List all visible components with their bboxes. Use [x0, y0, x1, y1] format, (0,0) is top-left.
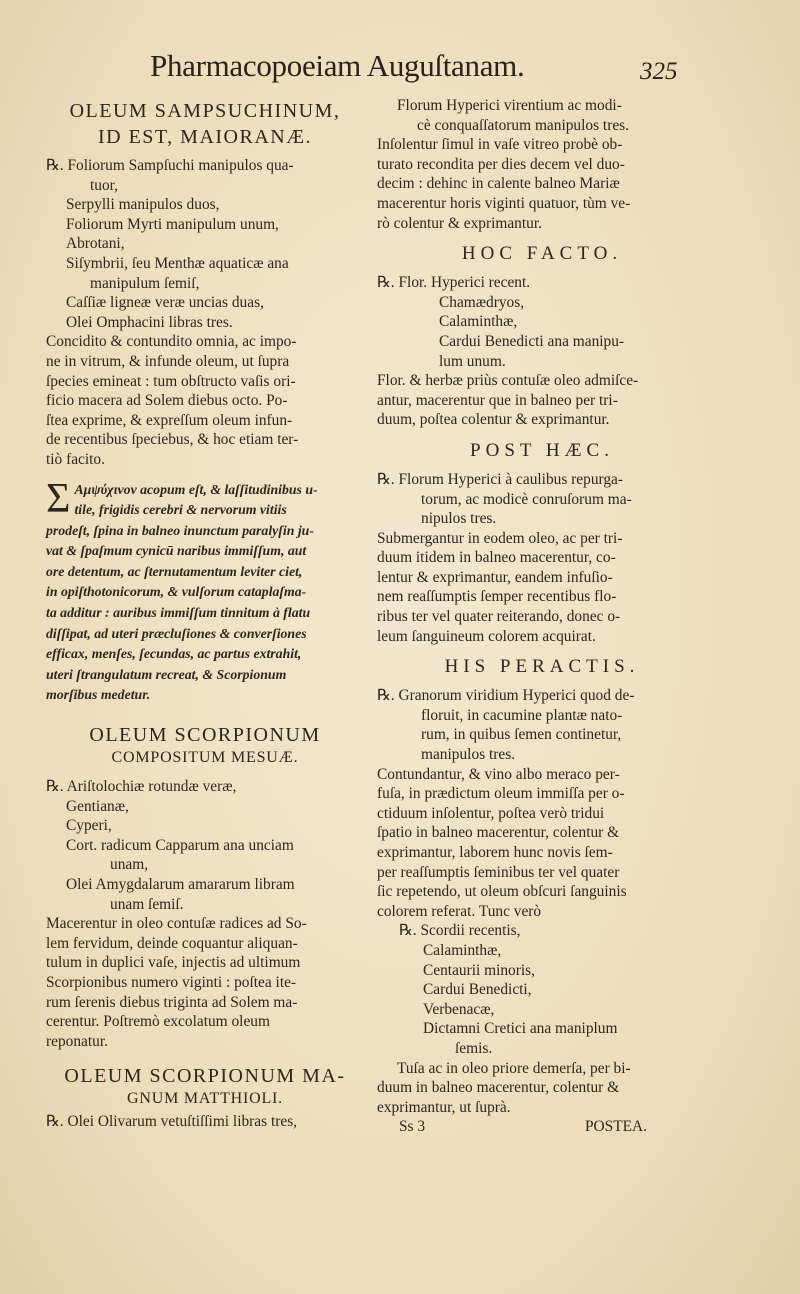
text-line: exprimantur, laborem hunc novis ſem- — [377, 844, 613, 861]
section-title: OLEUM SCORPIONUM — [89, 724, 321, 747]
text-line: Inſolentur ſimul in vaſe vitreo probè ob- — [377, 136, 623, 154]
text-line: per reaſſumptis ſeminibus ter vel quater — [377, 863, 620, 881]
recipe-line: Foliorum Myrti manipulum unum, — [66, 215, 279, 233]
right-column — [377, 96, 707, 1137]
recipe-line: tuor, — [90, 176, 119, 194]
text-line: Scorpionibus numero viginti : poſtea ite- — [46, 973, 297, 991]
recipe-line: Centaurii minoris, — [423, 961, 535, 979]
text-line: ctiduum inſolentur, poſtea verò tridui — [377, 804, 605, 822]
recipe-line: ℞. Olei Olivarum vetuſtiſſimi libras tres, — [46, 1113, 298, 1131]
note-line: tile, frigidis cerebri & nervorum vitiis — [74, 502, 287, 518]
text-line: Concidito & contundito omnia, ac impo- — [46, 333, 297, 351]
text-line: duum in balneo macerentur, colentur & — [377, 1079, 620, 1097]
recipe-line: ℞. Granorum viridium Hyperici quod de- — [377, 687, 635, 705]
note-line: diſſipat, ad uteri præcluſiones & converſiones — [46, 625, 307, 641]
recipe-block — [377, 470, 707, 529]
text-line: Florum Hyperici virentium ac modi- — [397, 97, 622, 114]
recipe-line: Cardui Benedicti, — [423, 981, 532, 999]
recipe-line: Cardui Benedicti ana manipu- — [439, 332, 625, 350]
recipe-line: manipulum ſemiſ, — [90, 274, 200, 292]
text-line: ſpatio in balneo macerentur, colentur & — [377, 824, 620, 842]
section-heading: POST HÆC. — [470, 439, 614, 461]
recipe-line: ℞. Ariſtolochiæ rotundæ veræ, — [46, 778, 237, 796]
text-line: macerentur horis viginti quatuor, tùm ve- — [377, 194, 631, 212]
section-subtitle: COMPOSITUM MESUÆ. — [111, 749, 299, 767]
note-line: Αμψύχινον acopum eſt, & laſſitudinibus u- — [74, 481, 318, 497]
text-line: Tuſa ac in oleo priore demerſa, per bi- — [397, 1059, 631, 1077]
recipe-line: ℞. Scordii recentis, — [399, 922, 521, 940]
text-line: ficio macera ad Solem diebus octo. Po- — [46, 392, 288, 410]
recipe-line: Cyperi, — [66, 817, 112, 835]
left-column — [46, 96, 364, 1132]
page-footer — [377, 1117, 707, 1137]
recipe-block — [46, 777, 364, 914]
note-line: morſibus medetur. — [46, 687, 151, 703]
section-subtitle: GNUM MATTHIOLI. — [127, 1090, 283, 1108]
recipe-block — [377, 921, 707, 1058]
recipe-line: Gentianæ, — [66, 797, 129, 815]
recipe-line: ſemis. — [455, 1039, 493, 1057]
section-subtitle: ID EST, MAIORANÆ. — [97, 126, 312, 148]
note-line: in opiſthotonicorum, & vulſorum cataplaſma- — [46, 584, 307, 600]
signature-mark: Ss 3 — [399, 1118, 426, 1136]
recipe-line: Olei Amygdalarum amararum libram — [66, 876, 295, 893]
text-line: Submergantur in eodem oleo, ac per tri- — [377, 529, 623, 547]
text-line: fuſa, in prædictum oleum immiſſa per o- — [377, 785, 625, 803]
running-head: Pharmacopoeiam Auguſtanam. — [150, 48, 525, 83]
text-line: lentur & exprimantur, eandem infuſio- — [377, 568, 613, 586]
instruction-paragraph — [46, 332, 364, 469]
text-line: duum, poſtea colentur & exprimantur. — [377, 411, 610, 429]
text-line: ſpecies emineat : tum obſtructo vaſis ori- — [46, 372, 296, 390]
text-line: ne in vitrum, & infunde oleum, ut ſupra — [46, 352, 290, 370]
recipe-line: Siſymbrii, ſeu Menthæ aquaticæ ana — [66, 254, 289, 272]
instruction-paragraph — [377, 96, 707, 233]
text-line: Contundantur, & vino albo meraco per- — [377, 765, 620, 783]
note-line: ta additur : auribus immiſſum tinnitum à flatu — [46, 605, 311, 621]
text-line: ſtea exprime, & expreſſum oleum infun- — [46, 411, 293, 429]
text-line: rò colentur & exprimantur. — [377, 214, 542, 232]
note-line: prodeſt, ſpina in balneo inunctum paralyſin ju- — [46, 522, 314, 538]
recipe-line: Abrotani, — [66, 235, 125, 253]
recipe-line: floruit, in cacumine plantæ nato- — [421, 706, 623, 724]
recipe-line: manipulos tres. — [421, 746, 516, 764]
recipe-line: Cort. radicum Capparum ana unciam — [66, 836, 294, 854]
recipe-line: ℞. Foliorum Sampſuchi manipulos qua- — [46, 157, 294, 174]
text-line: lem fervidum, deinde coquantur aliquan- — [46, 934, 298, 952]
note-line: ore detentum, ac ſternutamentum leviter ciet, — [46, 563, 303, 579]
recipe-line: unam, — [110, 856, 149, 874]
text-line: leum ſanguineum colorem acquirat. — [377, 627, 596, 645]
recipe-line: lum unum. — [439, 352, 506, 370]
text-line: antur, macerentur que in balneo per tri- — [377, 391, 618, 409]
recipe-block — [46, 156, 364, 332]
text-line: Flor. & herbæ priùs contuſæ oleo admiſce- — [377, 372, 639, 390]
recipe-line: ℞. Flor. Hyperici recent. — [377, 274, 531, 292]
text-line: tulum in duplici vaſe, injectis ad ultimum — [46, 954, 301, 972]
text-line: ribus ter vel quater reiterando, donec o- — [377, 608, 621, 626]
recipe-line: Caſſiæ ligneæ veræ uncias duas, — [66, 294, 264, 312]
text-line: colorem referat. Tunc verò — [377, 902, 542, 920]
sigma-initial: Σ — [46, 475, 71, 522]
text-line: Macerentur in oleo contuſæ radices ad So- — [46, 915, 307, 933]
instruction-paragraph — [377, 1059, 707, 1118]
text-line: cerentur. Poſtremò excolatum oleum — [46, 1013, 270, 1031]
note-line: efficax, menſes, ſecundas, ac partus extrahit, — [46, 646, 302, 662]
recipe-line: Chamædryos, — [439, 293, 525, 311]
recipe-line: torum, ac modicè conruſorum ma- — [421, 490, 632, 508]
recipe-line: rum, in quibus ſemen continetur, — [421, 726, 622, 744]
recipe-block — [377, 686, 707, 764]
recipe-line: Calaminthæ, — [423, 941, 502, 959]
section-heading: HOC FACTO. — [461, 243, 623, 265]
text-line: tiò facito. — [46, 450, 105, 468]
instruction-paragraph — [377, 765, 707, 922]
recipe-line: Serpylli manipulos duos, — [66, 196, 220, 214]
instruction-paragraph — [46, 914, 364, 1051]
section-heading: HIS PERACTIS. — [444, 656, 640, 678]
section-title: OLEUM SCORPIONUM MA- — [64, 1065, 346, 1088]
text-line: turato recondita per dies decem vel duo- — [377, 155, 625, 173]
catchword: POSTEA. — [585, 1118, 647, 1136]
italic-note — [46, 475, 364, 707]
recipe-line: ℞. Florum Hyperici à caulibus repurga- — [377, 470, 624, 488]
recipe-line: nipulos tres. — [421, 510, 497, 528]
text-line: de recentibus ſpeciebus, & hoc etiam ter- — [46, 431, 299, 449]
text-line: cè conquaſſatorum manipulos tres. — [417, 116, 629, 134]
recipe-line: Calaminthæ, — [439, 313, 518, 331]
text-line: nem reaſſumptis ſemper recentibus flo- — [377, 588, 617, 606]
note-line: vat & ſpaſmum cynicū naribus immiſſum, aut — [46, 543, 307, 559]
section-title: OLEUM SAMPSUCHINUM, — [69, 100, 341, 122]
text-line: rum ſerenis diebus triginta ad Solem ma- — [46, 993, 298, 1011]
text-line: decim : dehinc in calente balneo Mariæ — [377, 175, 620, 193]
instruction-paragraph — [377, 529, 707, 647]
text-line: reponatur. — [46, 1032, 108, 1050]
recipe-block — [377, 273, 707, 371]
text-line: ſic repetendo, ut oleum obſcuri ſanguinis — [377, 883, 627, 901]
text-line: exprimantur, ut ſuprà. — [377, 1098, 511, 1116]
page-number: 325 — [640, 58, 678, 85]
text-line: duum itidem in balneo macerentur, co- — [377, 549, 616, 567]
recipe-line: unam ſemiſ. — [110, 895, 184, 913]
instruction-paragraph — [377, 371, 707, 430]
recipe-line: Dictamni Cretici ana maniplum — [423, 1020, 618, 1038]
recipe-line: Verbenacæ, — [423, 1000, 495, 1018]
note-line: uteri ſtrangulatum recreat, & Scorpionum — [46, 666, 287, 682]
recipe-line: Olei Omphacini libras tres. — [66, 313, 233, 331]
